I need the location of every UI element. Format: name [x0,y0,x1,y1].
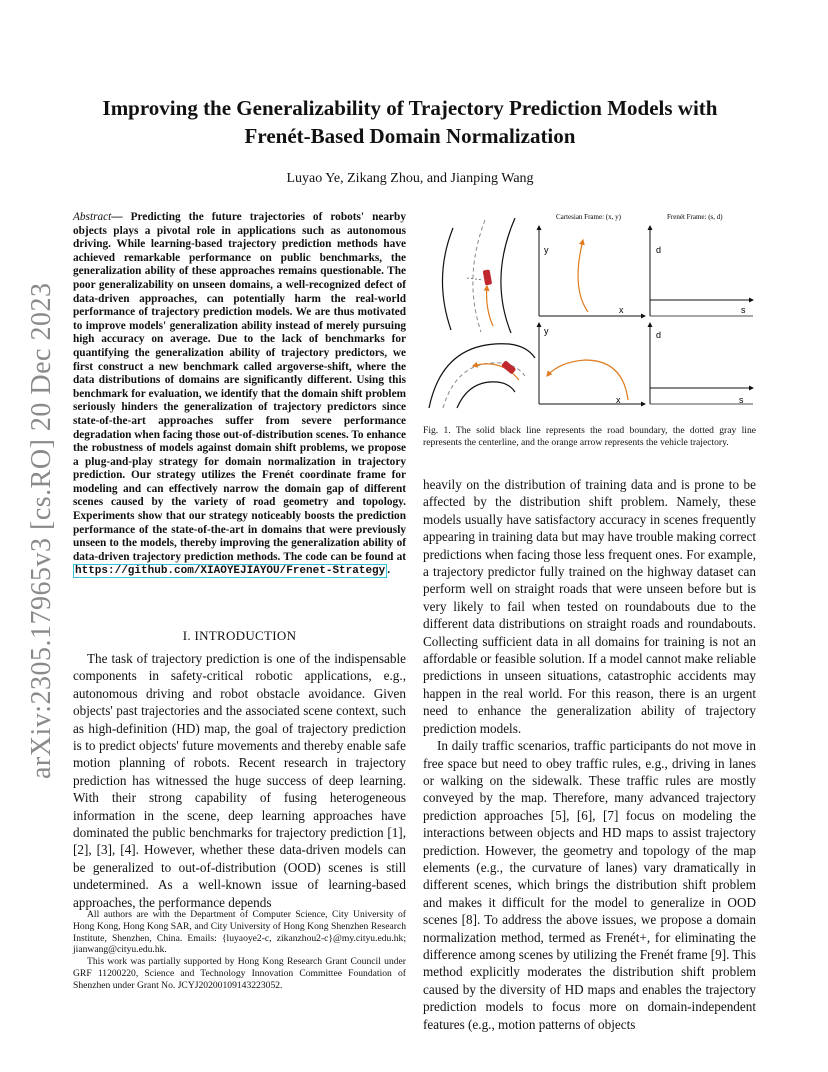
cartesian-axes-bottom [539,323,645,405]
axis-s-top: s [741,305,746,315]
figure-1 [423,208,757,418]
roundabout-scene [429,344,535,408]
abstract [73,211,406,579]
frenet-frame-label: Frenét Frame: (s, d) [667,213,723,221]
intro-left-column [73,650,406,911]
section-heading: I. INTRODUCTION [182,628,297,643]
axis-x-top: x [619,305,624,315]
axis-d-top: d [656,245,662,255]
axis-d-bottom: d [656,330,662,340]
cartesian-axes-top [539,226,645,316]
cartesian-frame-label: Cartesian Frame: (x, y) [556,213,621,221]
axis-s-bottom: s [739,395,744,405]
frenet-axes-bottom [650,323,753,405]
footnotes [73,909,406,992]
axis-y-top: y [544,245,549,255]
intro-paragraph-2: In daily traffic scenarios, traffic participants do not move in free space but need to obey traffic rules, e.g., driving in lanes or walking on the sidewalk. These traffic rules are mostly conveyed by the map. Therefore, many advanced trajectory prediction approaches [5], [6], [7] focus on modeling the interactions between objects and HD maps to assist trajectory prediction. However, the geometry and topology of the map elements (e.g., the curvature of lanes) vary dramatically in different scenes, which brings the distribution shift problem and makes it difficult for the model to generalize in OOD scenes [8]. To address the above issues, we propose a domain normalization method, termed as Frenét+, for eliminating the difference among scenes by utilizing the Frenét frame [9]. This method explicitly moderates the distribution shift problem caused by the diversity of HD maps and enables the trajectory prediction models to focus more on domain-independent features (e.g., motion patterns of objects [423,738,756,1032]
title-line-2: Frenét-Based Domain Normalization [244,124,576,148]
frenet-axes-top [650,226,753,316]
footnote-affiliation: All authors are with the Department of Computer Science, City University of Hong Kong, Hong Kong SAR, and City University of Hong Kong Shenzhen Research Institute, Shenzhen, China. Emails: {luyaoye2-c, zikanzhou2-c}@my.cityu.edu.hk; jianwang@cityu.edu.hk. [73,909,406,956]
author-list: Luyao Ye, Zikang Zhou, and Jianping Wang [286,171,534,186]
arxiv-identifier: arXiv:2305.17965v3 [cs.RO] 20 Dec 2023 [26,282,57,779]
intro-right-column [423,476,756,1033]
arxiv-sidebar [18,282,66,779]
intro-paragraph-1: The task of trajectory prediction is one of the indispensable components in safety-critical robotic applications, e.g., autonomous driving and robot obstacle avoidance. Given objects' past trajectories and the associated scene context, such as high-definition (HD) map, the goal of trajectory prediction is to predict objects' future movements and thereby enable safe motion planning of robots. Recent research in trajectory prediction has witnessed the huge success of deep learning. With their strong capability of fusing heterogeneous information in the scene, deep learning approaches have dominated the public benchmarks for trajectory prediction [1], [2], [3], [4]. However, whether these data-driven models can be generalized to out-of-distribution (OOD) scenes is still undetermined. As a well-known issue of learning-based approaches, the performance depends [73,651,406,910]
abstract-label: Abstract [73,211,112,223]
abstract-end: . [387,564,391,577]
paper-title [70,94,750,150]
abstract-text: — Predicting the future trajectories of robots' nearby objects plays a pivotal role in applications such as autonomous driving. While learning-based trajectory prediction methods have achieved remarkable performance on public benchmarks, the generalization ability of these approaches remains questionable. The poor generalizability on unseen domains, a well-recognized defect of data-driven approaches, can potentially harm the real-world performance of trajectory prediction models. We are thus motivated to improve models' generalization ability instead of merely pursuing high accuracy on average. Due to the lack of benchmarks for quantifying the generalization ability of trajectory predictors, we first construct a new benchmark called argoverse-shift, where the data distributions of domains are significantly different. Using this benchmark for evaluation, we identify that the domain shift problem seriously hinders the generalization of trajectory predictors since state-of-the-art approaches suffer from severe performance degradation when facing those out-of-distribution scenes. To enhance the robustness of models against domain shift problems, we propose a plug-and-play strategy for domain normalization in trajectory prediction. Our strategy utilizes the Frenét coordinate frame for modeling and can effectively narrow the domain gap of different scenes caused by the variety of road geometry and topology. Experiments show that our strategy noticeably boosts the prediction performance of the state-of-the-art in domains that were previously unseen to the models, thereby improving the generalization ability of data-driven trajectory prediction methods. The code can be found at [73,211,406,563]
footnote-funding: This work was partially supported by Hong Kong Research Grant Council under GRF 11200220, Science and Technology Innovation Committee Foundation of Shenzhen under Grant No. JCYJ20200109143223052. [73,956,406,991]
code-link[interactable]: https://github.com/XIAOYEJIAYOU/Frenet-Strategy [75,565,386,578]
intro-paragraph-continued: heavily on the distribution of training data and is prone to be affected by the distribution shift problem. Namely, these models usually have satisfactory accuracy in scenes frequently appearing in training data but may have trouble making correct predictions when facing those less frequent ones. For example, a trajectory predictor fully trained on the highway dataset can perform well on straight roads that were unseen before but is very likely to fail when tested on roundabouts due to the different data distributions on straight roads and roundabouts. Collecting sufficient data in all domains for training is not an affordable or feasible solution. If a model cannot make reliable predictions in unseen situations, catastrophic accidents may happen in the real world. For this reason, there is an urgent need to enhance the generalization ability of trajectory prediction models. [423,477,756,736]
axis-x-bottom: x [616,395,621,405]
title-line-1: Improving the Generalizability of Trajectory Prediction Models with [102,96,718,120]
figure-caption: Fig. 1. The solid black line represents the road boundary, the dotted gray line represents the centerline, and the orange arrow represents the vehicle trajectory. [423,425,756,449]
axis-y-bottom: y [544,326,549,336]
straight-road-scene [442,218,515,333]
